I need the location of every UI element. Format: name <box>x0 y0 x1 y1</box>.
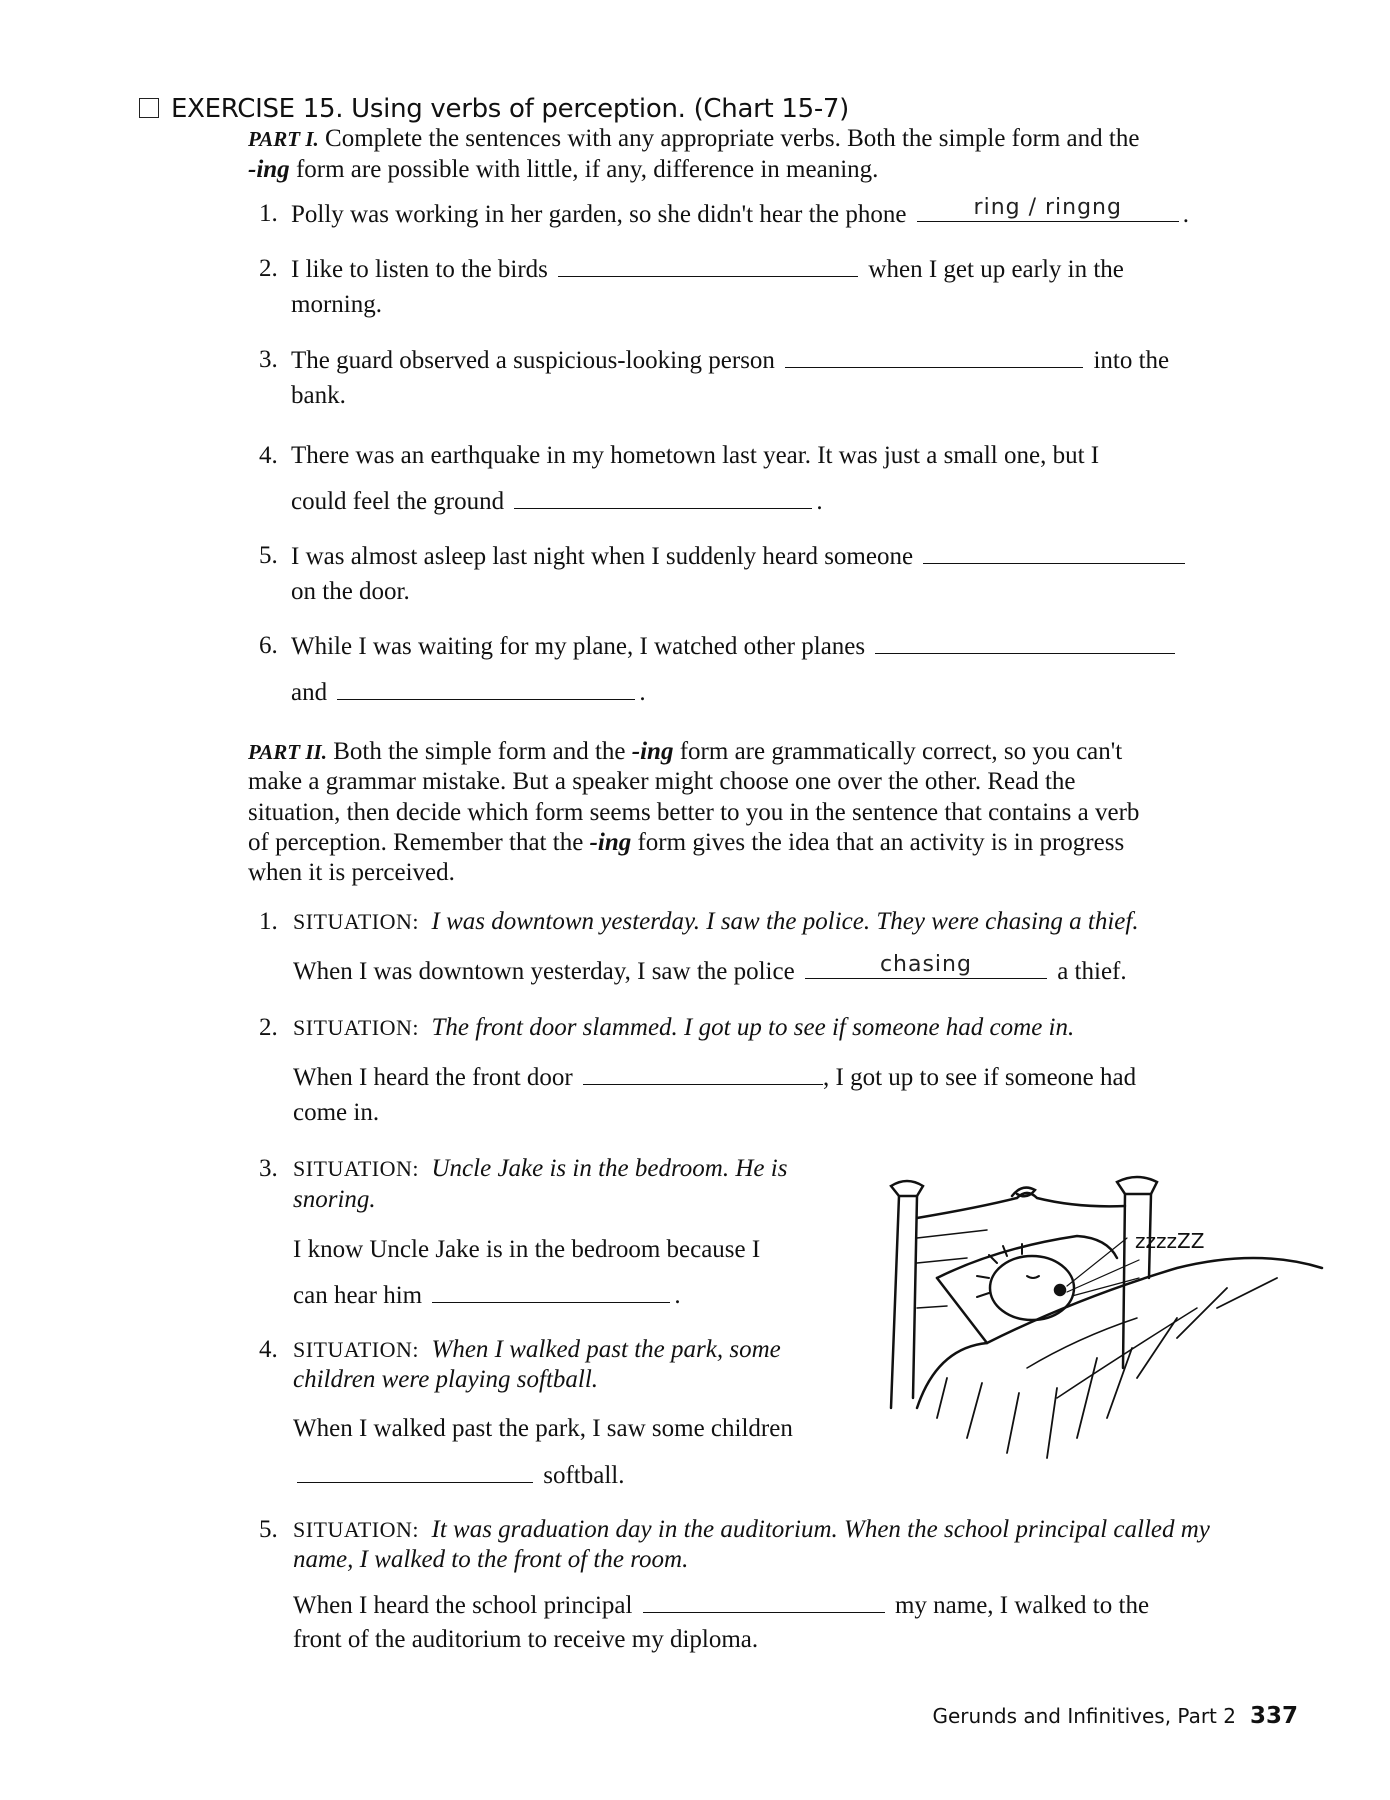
p2-item-4-cont <box>293 1460 625 1491</box>
situation-text: snoring. <box>293 1186 376 1213</box>
part2-intro-line5: when it is perceived. <box>248 859 455 886</box>
part1-intro-line1 <box>248 124 1328 154</box>
situation-text: The front door slammed. I got up to see if someone had come in. <box>431 1014 1075 1041</box>
blanket-folds <box>937 1278 1277 1458</box>
part2-intro-line3: situation, then decide which form seems better to you in the sentence that contains a verb <box>248 799 1140 826</box>
situation-label: SITUATION: <box>293 1015 419 1040</box>
p2-item-3-situation2 <box>293 1185 376 1215</box>
answer-blank[interactable] <box>558 254 858 277</box>
item-text: I like to listen to the birds <box>291 256 548 283</box>
item-text: When I was downtown yesterday, I saw the police <box>293 958 795 985</box>
item-text-end: . <box>674 1282 681 1309</box>
item-number: 5. <box>259 1516 278 1543</box>
item-text: When I walked past the park, I saw some children <box>293 1415 793 1442</box>
answer-blank[interactable] <box>917 195 1179 222</box>
p2-item-5-sentence <box>293 1590 1149 1621</box>
part2-label: PART II. <box>248 740 327 764</box>
closed-eye <box>1027 1276 1039 1278</box>
part1-intro-text2: form are possible with little, if any, difference in meaning. <box>295 156 879 183</box>
handwritten-answer: chasing <box>879 952 972 977</box>
answer-blank[interactable] <box>297 1460 533 1483</box>
p2-item-4-situation2 <box>293 1365 598 1395</box>
item-text: a thief. <box>1057 958 1127 985</box>
answer-blank[interactable] <box>432 1280 670 1303</box>
p1-item-4-cont <box>291 486 823 517</box>
situation-label: SITUATION: <box>293 1156 419 1181</box>
blanket-left <box>917 1343 987 1408</box>
item-text: can hear him <box>293 1282 423 1309</box>
item-text-cont: bank. <box>291 382 346 409</box>
checkbox-icon[interactable] <box>139 98 159 118</box>
hair <box>977 1244 1022 1297</box>
answer-blank[interactable] <box>514 486 812 509</box>
answer-blank[interactable] <box>337 677 635 700</box>
p2-item-5-situation2 <box>293 1545 688 1575</box>
item-number: 1. <box>259 200 278 227</box>
answer-blank[interactable] <box>805 952 1047 979</box>
item-number: 4. <box>259 442 278 469</box>
item-text-cont: come in. <box>293 1099 380 1126</box>
intro-text: of perception. Remember that the <box>248 829 590 856</box>
blanket-top <box>987 1258 1322 1343</box>
handwritten-answer: ring / ringng <box>973 195 1122 220</box>
situation-text: name, I walked to the front of the room. <box>293 1546 689 1573</box>
p1-item-6-cont <box>291 677 646 708</box>
bedpost-knob-right <box>1117 1177 1157 1194</box>
situation-label: SITUATION: <box>293 1337 419 1362</box>
answer-blank[interactable] <box>875 631 1175 654</box>
situation-text: I was downtown yesterday. I saw the police. They were chasing a thief. <box>431 908 1139 935</box>
item-text: could feel the ground <box>291 488 505 515</box>
open-mouth <box>1055 1285 1065 1295</box>
answer-blank[interactable] <box>583 1062 823 1085</box>
item-text: I was almost asleep last night when I suddenly heard someone <box>291 543 914 570</box>
item-text-end: . <box>639 679 646 706</box>
situation-text: children were playing softball. <box>293 1366 599 1393</box>
item-number: 3. <box>259 346 278 373</box>
item-text: Polly was working in her garden, so she didn't hear the phone <box>291 201 907 228</box>
item-text: , I got up to see if someone had <box>823 1064 1137 1091</box>
part1-intro-text1: Complete the sentences with any appropriate verbs. Both the simple form and the <box>325 125 1140 152</box>
item-text: When I heard the school principal <box>293 1592 633 1619</box>
item-number: 2. <box>259 255 278 282</box>
snoring-man-illustration <box>877 1168 1327 1473</box>
part1-label: PART I. <box>248 127 319 151</box>
item-text: when I get up early in the <box>868 256 1124 283</box>
item-number: 1. <box>259 908 278 935</box>
p2-item-2-sentence <box>293 1062 1136 1093</box>
item-number: 5. <box>259 542 278 569</box>
chapter-title: Gerunds and Infinitives, Part 2 <box>932 1704 1236 1728</box>
item-text-cont: on the door. <box>291 578 410 605</box>
item-text: There was an earthquake in my hometown last year. It was just a small one, but I <box>291 442 1100 469</box>
answer-blank[interactable] <box>923 541 1185 564</box>
bedpost-knob-left <box>891 1181 923 1196</box>
item-text-end: . <box>816 488 823 515</box>
bedpost-left <box>891 1196 917 1408</box>
headboard-scroll <box>1012 1188 1035 1197</box>
item-text: into the <box>1093 347 1170 374</box>
item-text-end: . <box>1182 201 1189 228</box>
intro-text: form are grammatically correct, so you can't <box>673 738 1123 765</box>
ing-emphasis: -ing <box>248 156 290 183</box>
item-number: 2. <box>259 1014 278 1041</box>
part2-intro-line2: make a grammar mistake. But a speaker might choose one over the other. Read the <box>248 768 1076 795</box>
item-text: While I was waiting for my plane, I watched other planes <box>291 633 866 660</box>
answer-blank[interactable] <box>643 1590 885 1613</box>
part2-intro-line1 <box>248 737 1328 767</box>
item-number: 4. <box>259 1336 278 1363</box>
situation-label: SITUATION: <box>293 909 419 934</box>
part1-intro-line2 <box>248 155 1328 185</box>
p2-item-1-sentence <box>293 952 1127 987</box>
item-number: 3. <box>259 1155 278 1182</box>
item-text-cont: front of the auditorium to receive my diploma. <box>293 1626 759 1653</box>
intro-text: form gives the idea that an activity is in progress <box>631 829 1125 856</box>
item-number: 6. <box>259 632 278 659</box>
part2-intro-line4 <box>248 828 1328 858</box>
ing-emphasis: -ing <box>589 829 632 856</box>
pillow-edge <box>937 1278 987 1343</box>
item-text: softball. <box>543 1462 625 1489</box>
item-text: my name, I walked to the <box>894 1592 1150 1619</box>
answer-blank[interactable] <box>785 345 1083 368</box>
item-text-cont: morning. <box>291 291 382 318</box>
item-text: When I heard the front door <box>293 1064 573 1091</box>
blanket-shading <box>1027 1308 1197 1398</box>
snore-lines <box>1067 1238 1139 1296</box>
item-text: and <box>291 679 328 706</box>
item-text: The guard observed a suspicious-looking person <box>291 347 775 374</box>
situation-text: When I walked past the park, some <box>431 1336 781 1363</box>
ing-emphasis: -ing <box>631 738 674 765</box>
page-footer <box>933 1703 1299 1729</box>
exercise-title <box>139 94 849 124</box>
situation-text: It was graduation day in the auditorium. When the school principal called my <box>431 1516 1210 1543</box>
page-number: 337 <box>1249 1703 1298 1729</box>
exercise-title-text: EXERCISE 15. Using verbs of perception. (Chart 15-7) <box>171 94 849 124</box>
snore-text: zzzzZZ <box>1135 1229 1205 1253</box>
p2-item-3-cont <box>293 1280 681 1311</box>
situation-text: Uncle Jake is in the bedroom. He is <box>431 1155 788 1182</box>
item-text: I know Uncle Jake is in the bedroom because I <box>293 1236 761 1263</box>
situation-label: SITUATION: <box>293 1517 419 1542</box>
intro-text: Both the simple form and the <box>333 738 632 765</box>
